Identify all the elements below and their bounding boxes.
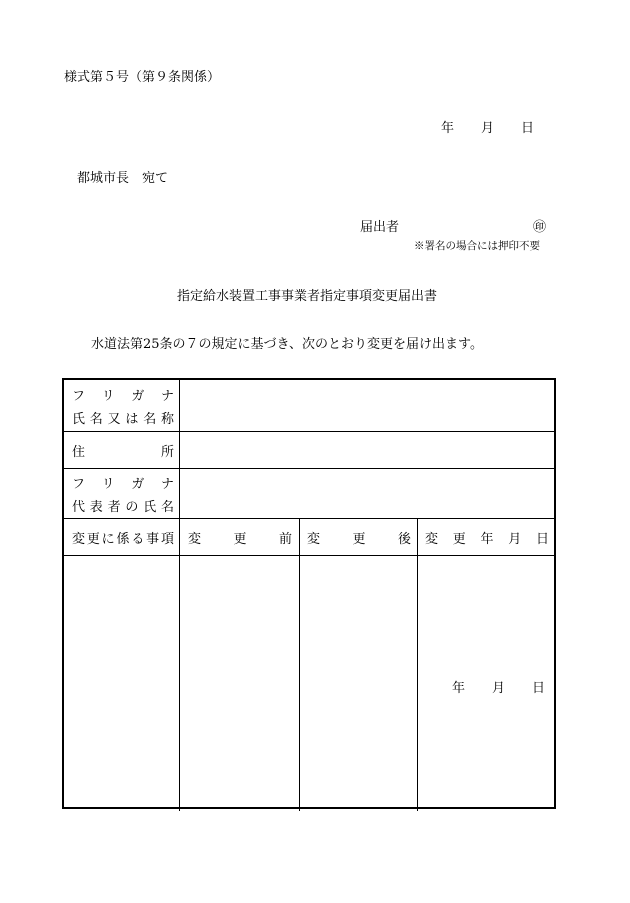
address-input-area[interactable]: [180, 432, 556, 468]
statement-text: 水道法第25条の７の規定に基づき、次のとおり変更を届け出ます。: [91, 337, 483, 352]
change-date-header: 変 更 年 月 日: [425, 531, 549, 547]
header-date-day: 日: [521, 121, 535, 136]
addressee: 都城市長 宛て: [77, 171, 169, 186]
change-notification-table: [62, 378, 556, 809]
before-change-header: 変 更 前: [188, 531, 292, 547]
notifier-label: 届出者: [360, 220, 400, 235]
address-label: 住 所: [72, 444, 174, 460]
after-change-header: 変 更 後: [307, 531, 411, 547]
name-input-area[interactable]: [180, 380, 556, 431]
date-cell-day: 日: [532, 681, 546, 696]
furigana-label: フ リ ガ ナ: [72, 388, 174, 404]
furigana-label-2: フ リ ガ ナ: [72, 476, 174, 492]
header-date-year: 年: [441, 121, 455, 136]
representative-input-area[interactable]: [180, 469, 556, 518]
seal-mark: ㊞: [533, 220, 547, 235]
header-date-month: 月: [481, 121, 495, 136]
change-item-header: 変 更 に 係 る 事 項: [72, 531, 174, 547]
row-divider: [64, 518, 554, 519]
date-cell-month: 月: [492, 681, 506, 696]
name-label: 氏 名 又 は 名 称: [72, 411, 174, 427]
form-number: 様式第５号（第９条関係）: [64, 70, 221, 85]
after-change-input-area[interactable]: [300, 556, 417, 809]
date-cell-year: 年: [452, 681, 466, 696]
before-change-input-area[interactable]: [180, 556, 299, 809]
seal-note: ※署名の場合には押印不要: [414, 240, 540, 252]
change-item-input-area[interactable]: [64, 556, 179, 809]
representative-label: 代 表 者 の 氏 名: [72, 499, 174, 515]
document-title: 指定給水装置工事事業者指定事項変更届出書: [177, 289, 438, 304]
